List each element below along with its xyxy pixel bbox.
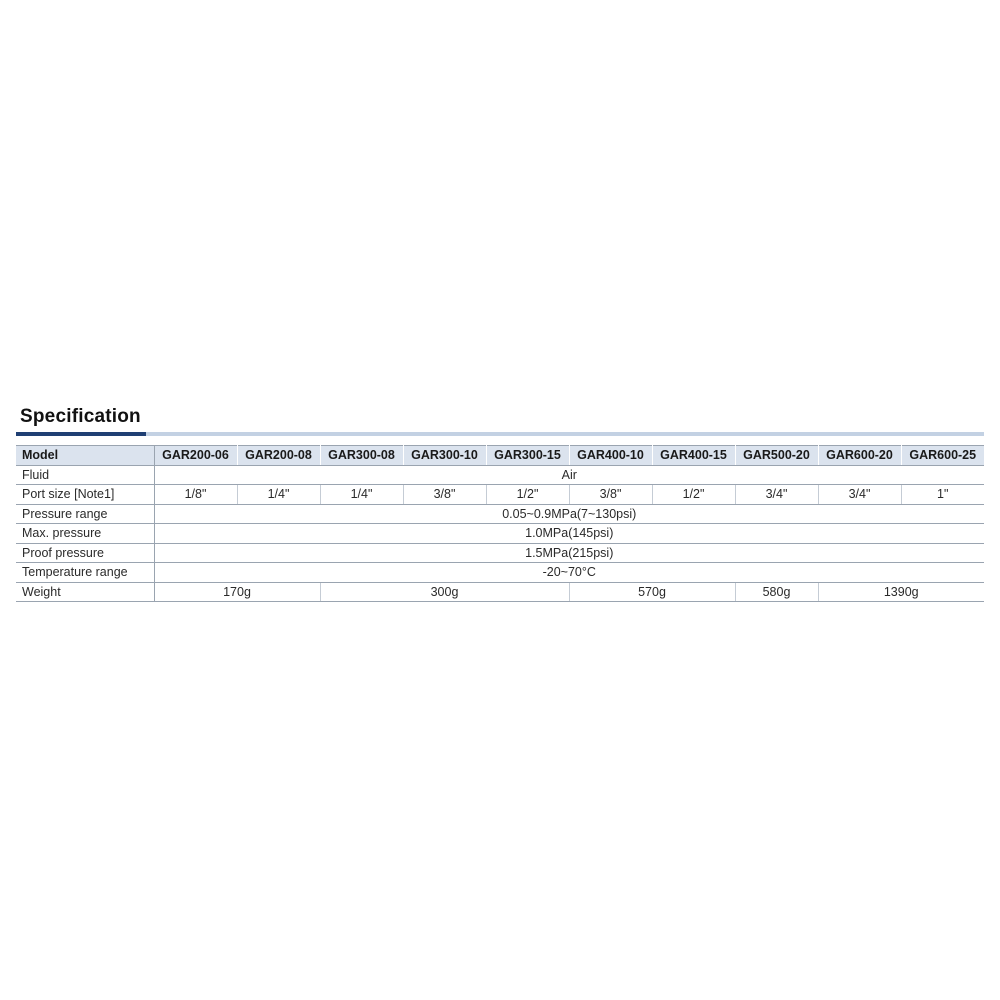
header-model-gar200-06: GAR200-06 <box>154 446 237 466</box>
header-model-gar300-15: GAR300-15 <box>486 446 569 466</box>
table-cell: 3/4" <box>818 485 901 505</box>
table-row-fluid <box>16 465 984 485</box>
table-cell: 170g <box>154 582 320 602</box>
header-model-gar600-25: GAR600-25 <box>901 446 984 466</box>
table-cell: 580g <box>735 582 818 602</box>
table-body <box>16 465 984 602</box>
header-model-gar300-10: GAR300-10 <box>403 446 486 466</box>
title-underline-accent <box>16 432 146 436</box>
table-row-max-pressure <box>16 524 984 544</box>
table-cell: 1/2" <box>652 485 735 505</box>
row-label: Temperature range <box>16 563 154 583</box>
table-row-pressure-range <box>16 504 984 524</box>
table-cell: -20~70°C <box>154 563 984 583</box>
table-cell: 1.0MPa(145psi) <box>154 524 984 544</box>
row-label: Pressure range <box>16 504 154 524</box>
header-model-gar400-15: GAR400-15 <box>652 446 735 466</box>
table-cell: 1.5MPa(215psi) <box>154 543 984 563</box>
table-cell: 1" <box>901 485 984 505</box>
header-model-gar600-20: GAR600-20 <box>818 446 901 466</box>
table-cell: 1/8" <box>154 485 237 505</box>
row-label: Fluid <box>16 465 154 485</box>
header-model-gar300-08: GAR300-08 <box>320 446 403 466</box>
table-cell: 3/8" <box>403 485 486 505</box>
table-row-port-size <box>16 485 984 505</box>
table-row-temperature-range <box>16 563 984 583</box>
header-model-gar400-10: GAR400-10 <box>569 446 652 466</box>
table-header-row <box>16 446 984 466</box>
table-row-weight <box>16 582 984 602</box>
header-label-model: Model <box>16 446 154 466</box>
header-model-gar200-08: GAR200-08 <box>237 446 320 466</box>
section-title: Specification <box>20 406 141 427</box>
specification-table <box>16 445 984 602</box>
table-cell: 0.05~0.9MPa(7~130psi) <box>154 504 984 524</box>
table-row-proof-pressure <box>16 543 984 563</box>
table-cell: 1/4" <box>237 485 320 505</box>
header-model-gar500-20: GAR500-20 <box>735 446 818 466</box>
table-cell: 1/4" <box>320 485 403 505</box>
table-cell: 300g <box>320 582 569 602</box>
table-cell: 1/2" <box>486 485 569 505</box>
row-label: Weight <box>16 582 154 602</box>
title-underline <box>16 432 984 436</box>
table-cell: 3/8" <box>569 485 652 505</box>
row-label: Port size [Note1] <box>16 485 154 505</box>
row-label: Proof pressure <box>16 543 154 563</box>
table-cell: Air <box>154 465 984 485</box>
table-cell: 1390g <box>818 582 984 602</box>
row-label: Max. pressure <box>16 524 154 544</box>
table-cell: 570g <box>569 582 735 602</box>
table-cell: 3/4" <box>735 485 818 505</box>
